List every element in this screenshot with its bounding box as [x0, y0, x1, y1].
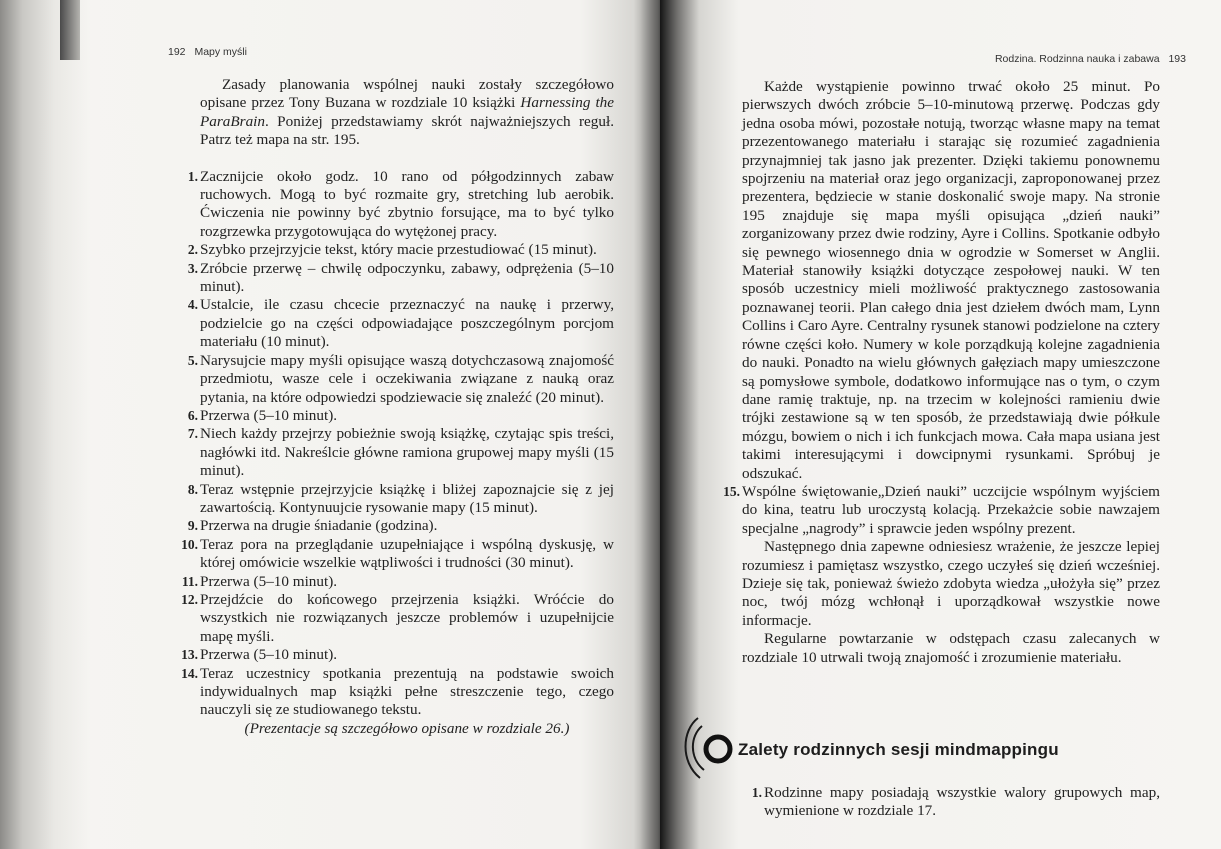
intro-paragraph — [200, 76, 614, 150]
list-item-text: Niech każdy przejrzy pobieżnie swoją książkę, czytając spis treści, nagłówki itd. Nakreślcie główne ramiona grupowej mapy myśli (15 minut). — [200, 425, 614, 480]
list-item-text: Rodzinne mapy posiadają wszystkie walory grupowych map, wymienione w rozdziale 17. — [764, 784, 1160, 820]
list-item — [742, 784, 1160, 821]
list-item-number: 2. — [187, 242, 198, 258]
list-item — [178, 481, 614, 518]
page-number-left: 192 — [168, 46, 186, 58]
presentation-paragraph: Każde wystąpienie powinno trwać około 25 minut. Po pierwszych dwóch zróbcie 5–10-minutową przerwę. Podczas gdy jedna osoba mówi, pozostałe notują, tworząc własne mapy na temat przezentowanego materiału i starając się rozumieć zagadnienia przynajmniej tak jasno jak prezenter. Dzięki takiemu ponownemu spojrzeniu na materiał oraz jego organizacji, zaproponowanej przez prezentera, będziecie w stanie doskonalić swoje mapy. Na stronie 195 znajduje się mapa myśli opisująca „dzień nauki” zorganizowany przez dwie rodziny, Ayre i Collins. Spotkanie odbyło się pewnego wiosennego dnia w ogrodzie w Somerset w Anglii. Materiał stanowiły książki dotyczące zespołowej nauki. W ten sposób uczestnicy mieli możliwość praktycznego zastosowania poznawanej teorii. Plan całego dnia jest dziełem dwóch mam, Lynn Collins i Caro Ayre. Centralny rysunek stanowi podzielone na cztery równe części koło. Numery w kole porządkują kolejne zagadnienia do nauki. Ponadto na wielu głównych gałęziach mapy umieszczone są pomysłowe symbole, dodatkowo informujące nas o tym, o czym dane ramię traktuje, np. na trzecim w kolejności ramieniu dwie trójki zestawione są w ten sposób, że przedstawiają dwie półkule mózgu, bowiem o nich i ich funkcjach mowa. Cała mapa usiana jest takimi interesującymi i dowcipnymi rysunkami. Spróbuj je odszukać. — [742, 78, 1160, 482]
right-text-column — [723, 78, 1160, 667]
list-item-number: 7. — [187, 426, 198, 442]
list-item-text: Przerwa (5–10 minut). — [200, 406, 338, 424]
list-item-number: 1. — [187, 168, 198, 184]
list-item-number: 4. — [187, 297, 198, 313]
page-edge-shadow — [0, 0, 90, 849]
section-heading — [676, 712, 1196, 784]
list-item-text: Teraz pora na przeglądanie uzupełniające i wspólną dyskusję, w której omówicie wszelkie wątpliwości i trudności (30 minut). — [200, 535, 614, 572]
list-item-number: 14. — [181, 665, 198, 681]
study-steps-list-continued — [720, 483, 1160, 538]
section-list — [742, 784, 1160, 821]
list-item-number: 15. — [723, 483, 740, 499]
list-item — [178, 352, 614, 407]
advantages-list — [742, 784, 1160, 821]
list-item — [178, 425, 614, 480]
running-head-title-left: Mapy myśli — [194, 46, 247, 58]
running-head-title-right: Rodzina. Rodzinna nauka i zabawa — [994, 53, 1160, 65]
list-item-text: Szybko przejrzyjcie tekst, który macie przestudiować (15 minut). — [200, 241, 597, 259]
list-item-number: 11. — [181, 573, 198, 589]
list-item — [178, 260, 614, 297]
list-item-text: Teraz uczestnicy spotkania prezentują na podstawie swoich indywidualnych map książki pełne streszczenie tego, czego nauczyli się ze studiowanego tekstu. — [200, 664, 614, 719]
list-item-number: 1. — [751, 785, 762, 800]
chapter-reference-note: (Prezentacje są szczegółowo opisane w rozdziale 26.) — [244, 719, 570, 737]
list-item-text: Wspólne świętowanie„Dzień nauki” uczcijcie wspólnym wyjściem do kina, teatru lub uroczystą kolacją. Przekażcie sobie nawzajem specjalne „nagrody” i sprawcie jeden wspólny prezent. — [742, 482, 1160, 537]
list-item — [178, 536, 614, 573]
list-item-text: Przerwa (5–10 minut). — [200, 646, 338, 664]
list-item-text: Narysujcie mapy myśli opisujące waszą dotychczasową znajomość przedmiotu, wasze cele i oczekiwania związane z nauką oraz pytania, na które odpowiedzi spodziewacie się znaleźć (20 minut). — [200, 351, 614, 406]
list-item-text: Zacznijcie około godz. 10 rano od półgodzinnych zabaw ruchowych. Mogą to być rozmaite gry, stretching lub aerobik. Ćwiczenia nie powinny być zbytnio forsujące, ma to być tylko rozgrzewka przygotowująca do wytężonej pracy. — [200, 167, 614, 240]
list-item — [178, 168, 614, 242]
list-item-number: 10. — [181, 536, 198, 552]
list-item-number: 3. — [187, 260, 198, 276]
list-item-number: 13. — [181, 647, 198, 663]
list-item-text: Ustalcie, ile czasu chcecie przeznaczyć na naukę i przerwy, podzielcie go na części odpowiadające poszczególnym porcjom materiału (10 minut). — [200, 296, 614, 351]
list-item — [178, 517, 614, 535]
radiant-circle-icon — [676, 712, 738, 784]
list-item-text: Zróbcie przerwę – chwilę odpoczynku, zabawy, odprężenia (5–10 minut). — [200, 259, 614, 296]
study-steps-list — [178, 168, 614, 720]
list-item — [178, 573, 614, 591]
list-item — [178, 591, 614, 646]
intro-text: Zasady planowania wspólnej nauki zostały szczegółowo opisane przez Tony Buzana w rozdziale 10 książki — [200, 76, 614, 112]
list-item-number: 8. — [187, 481, 198, 497]
list-item-number: 9. — [187, 518, 198, 534]
page-number-right: 193 — [1168, 53, 1186, 65]
review-paragraph: Regularne powtarzanie w odstępach czasu zalecanych w rozdziale 10 utrwali twoją znajomość i zrozumienie materiału. — [742, 630, 1160, 666]
left-text-column — [181, 76, 615, 738]
running-head-left — [168, 46, 247, 58]
list-item-text: Przejdźcie do końcowego przejrzenia książki. Wróćcie do wszystkich nie rozwiązanych jeszcze problemów i uzupełnijcie mapę myśli. — [200, 590, 614, 645]
list-item — [178, 646, 614, 664]
list-item — [720, 483, 1160, 538]
list-item-text: Przerwa (5–10 minut). — [200, 572, 338, 590]
list-item — [178, 407, 614, 425]
list-item — [178, 665, 614, 720]
list-item — [178, 241, 614, 259]
section-title: Zalety rodzinnych sesji mindmappingu — [738, 740, 1059, 759]
running-head-right — [995, 53, 1186, 65]
list-item-number: 5. — [187, 352, 198, 368]
next-day-paragraph: Następnego dnia zapewne odniesiesz wrażenie, że jeszcze lepiej rozumiesz i pamiętasz wszystko, czego uczyłeś się dzień wcześniej. Dzieje się tak, ponieważ świeżo zdobyta wiedza „ułożyła się” przez noc, twój mózg wchłonął i uporządkował wszystkie nowe informacje. — [742, 538, 1160, 629]
list-item-text: Przerwa na drugie śniadanie (godzina). — [200, 517, 438, 535]
book-title: Harnessing the ParaBrain — [200, 94, 615, 130]
list-item-number: 12. — [181, 591, 198, 607]
intro-text-end: . Poniżej przedstawiamy skrót najważniejszych reguł. Patrz też mapa na str. 195. — [200, 112, 614, 149]
list-item-number: 6. — [187, 407, 198, 423]
list-item-text: Teraz wstępnie przejrzyjcie książkę i bliżej zapoznajcie się z jej zawartością. Kontynuujcie rysowanie mapy (15 minut). — [200, 480, 614, 516]
list-item — [178, 296, 614, 351]
